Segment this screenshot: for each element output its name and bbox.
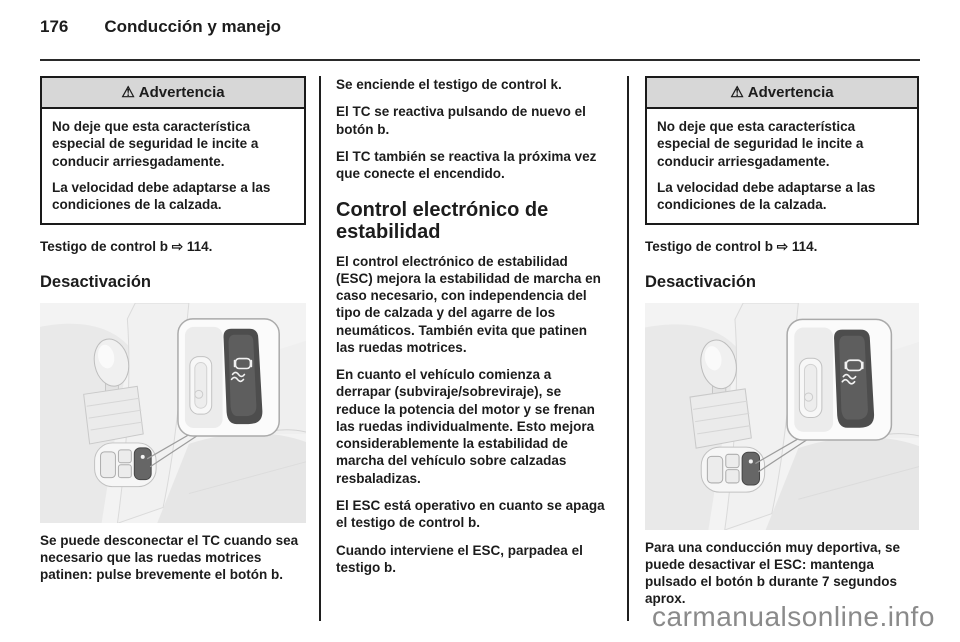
warning-title: Advertencia [747,84,834,101]
control-indicator-note: Testigo de control b ⇨ 114. [40,239,213,255]
column-esc-text [336,76,608,576]
deactivation-heading: Desactivación [40,272,151,291]
console-illustration-tc [40,303,306,523]
warning-title: Advertencia [138,84,225,101]
paragraph: El control electrónico de estabilidad (ESC) mejora la estabilidad de marcha en caso necesario, con independencia del tipo de calzada y del agarre de los neumáticos. También evita que patinen las ruedas motrices. [336,253,601,355]
warning-triangle-icon: ⚠ [121,84,135,101]
warning-text: La velocidad debe adaptarse a las condiciones de la calzada. [657,179,876,213]
warning-box [40,76,306,225]
column-separator [319,76,321,621]
warning-triangle-icon: ⚠ [730,84,744,101]
paragraph: El ESC está operativo en cuanto se apaga el testigo de control b. [336,497,605,531]
console-button-cluster [701,447,764,492]
control-indicator-note: Testigo de control b ⇨ 114. [645,239,818,255]
deactivation-heading: Desactivación [645,272,756,291]
paragraph: En cuanto el vehículo comienza a derrapar (subviraje/sobreviraje), se reduce la potencia del motor y se frenan las ruedas individualmente. Esto mejora considerablemente la estabilidad de marcha del vehículo sobre calzadas resbaladizas. [336,367,595,486]
column-separator [627,76,629,621]
console-button-cluster [95,443,157,487]
watermark: carmanualsonline.info [652,601,935,632]
paragraph: El TC también se reactiva la próxima vez que conecte el encendido. [336,148,597,182]
warning-body [647,109,917,223]
paragraph: Cuando interviene el ESC, parpadea el testigo b. [336,542,583,575]
figure-caption: Para una conducción muy deportiva, se puede desactivar el ESC: mantenga pulsado el botón b durante 7 segundos aprox. [645,539,901,607]
warning-header [42,78,304,109]
warning-box [645,76,919,225]
button-inset-magnifier [787,319,891,440]
warning-text: No deje que esta característica especial de seguridad le incite a conducir arriesgadamente. [657,119,864,169]
column-esc-deactivation [645,76,919,608]
console-illustration-graphic [645,303,919,530]
figure-caption: Se puede desconectar el TC cuando sea necesario que las ruedas motrices patinen: pulse brevemente el botón b. [40,532,299,583]
column-traction-control [40,76,306,584]
page-header [40,17,281,37]
console-illustration-esc [645,303,919,530]
paragraph: Se enciende el testigo de control k. [336,77,562,92]
paragraph: El TC se reactiva pulsando de nuevo el botón b. [336,104,586,137]
console-illustration-graphic [40,303,306,523]
page-title: Conducción y manejo [104,17,282,36]
warning-body [42,109,304,223]
header-rule [40,59,920,61]
esc-section-heading: Control electrónico de estabilidad [336,199,549,243]
warning-header [647,78,917,109]
warning-text: La velocidad debe adaptarse a las condiciones de la calzada. [52,179,271,213]
page-number: 176 [40,17,69,36]
warning-text: No deje que esta característica especial de seguridad le incite a conducir arriesgadamente. [52,119,259,169]
button-inset-magnifier [178,318,279,435]
